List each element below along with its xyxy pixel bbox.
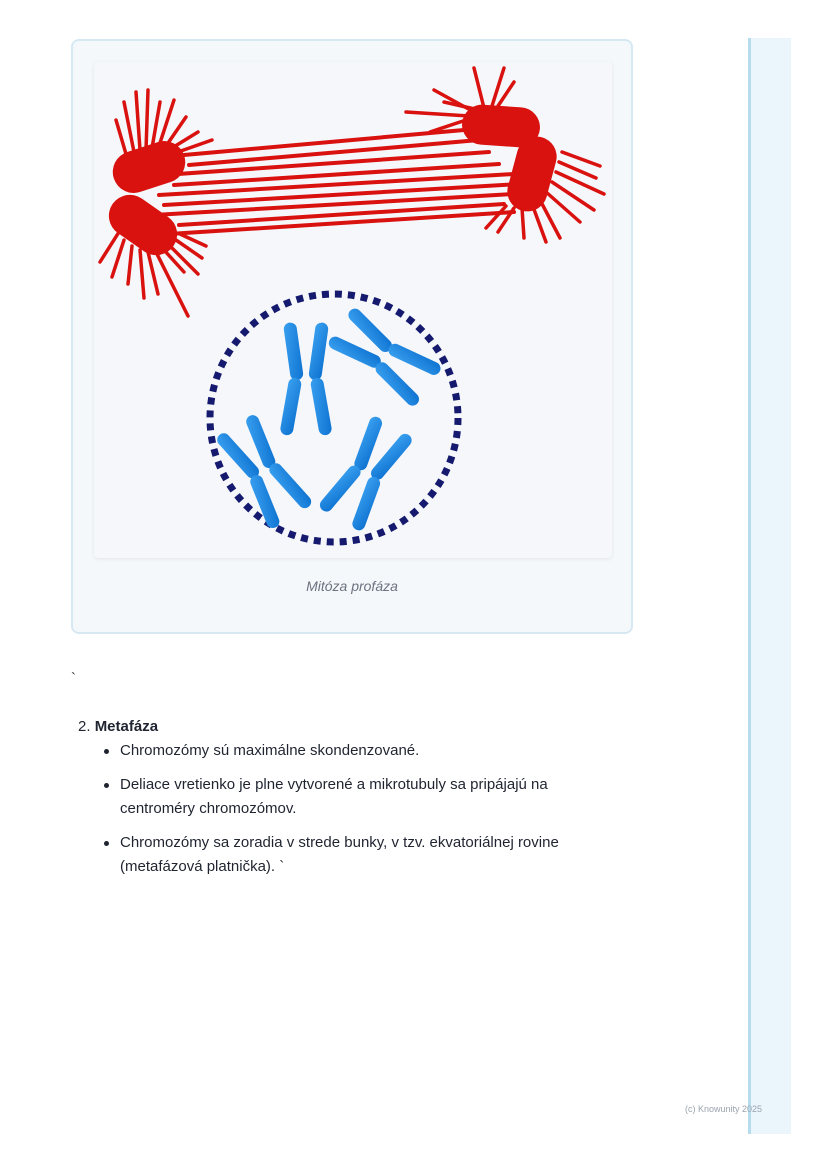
bullet-list (78, 739, 618, 879)
section-heading (78, 715, 618, 739)
stray-backtick: ` (71, 670, 76, 687)
figure-card (71, 39, 633, 634)
figure-caption: Mitóza profáza (306, 578, 398, 594)
metaphase-section (78, 715, 618, 889)
mitosis-diagram-svg (94, 62, 612, 558)
list-item: Chromozómy sú maximálne skondenzované. (120, 739, 618, 763)
section-number: 2. (78, 718, 91, 735)
list-item: Deliace vretienko je plne vytvorené a mikrotubuly sa pripájajú na centroméry chromozómov. (120, 773, 618, 821)
spindle-fibers (154, 130, 519, 234)
section-title: Metafáza (94, 718, 159, 735)
right-sidebar-rail (748, 38, 791, 1134)
prophase-illustration (94, 62, 612, 558)
list-item: Chromozómy sa zoradia v strede bunky, v tzv. ekvatoriálnej rovine (metafázová platnička). ` (120, 831, 618, 879)
copyright-footer: (c) Knowunity 2025 (685, 1104, 763, 1114)
chromosomes (212, 303, 445, 534)
